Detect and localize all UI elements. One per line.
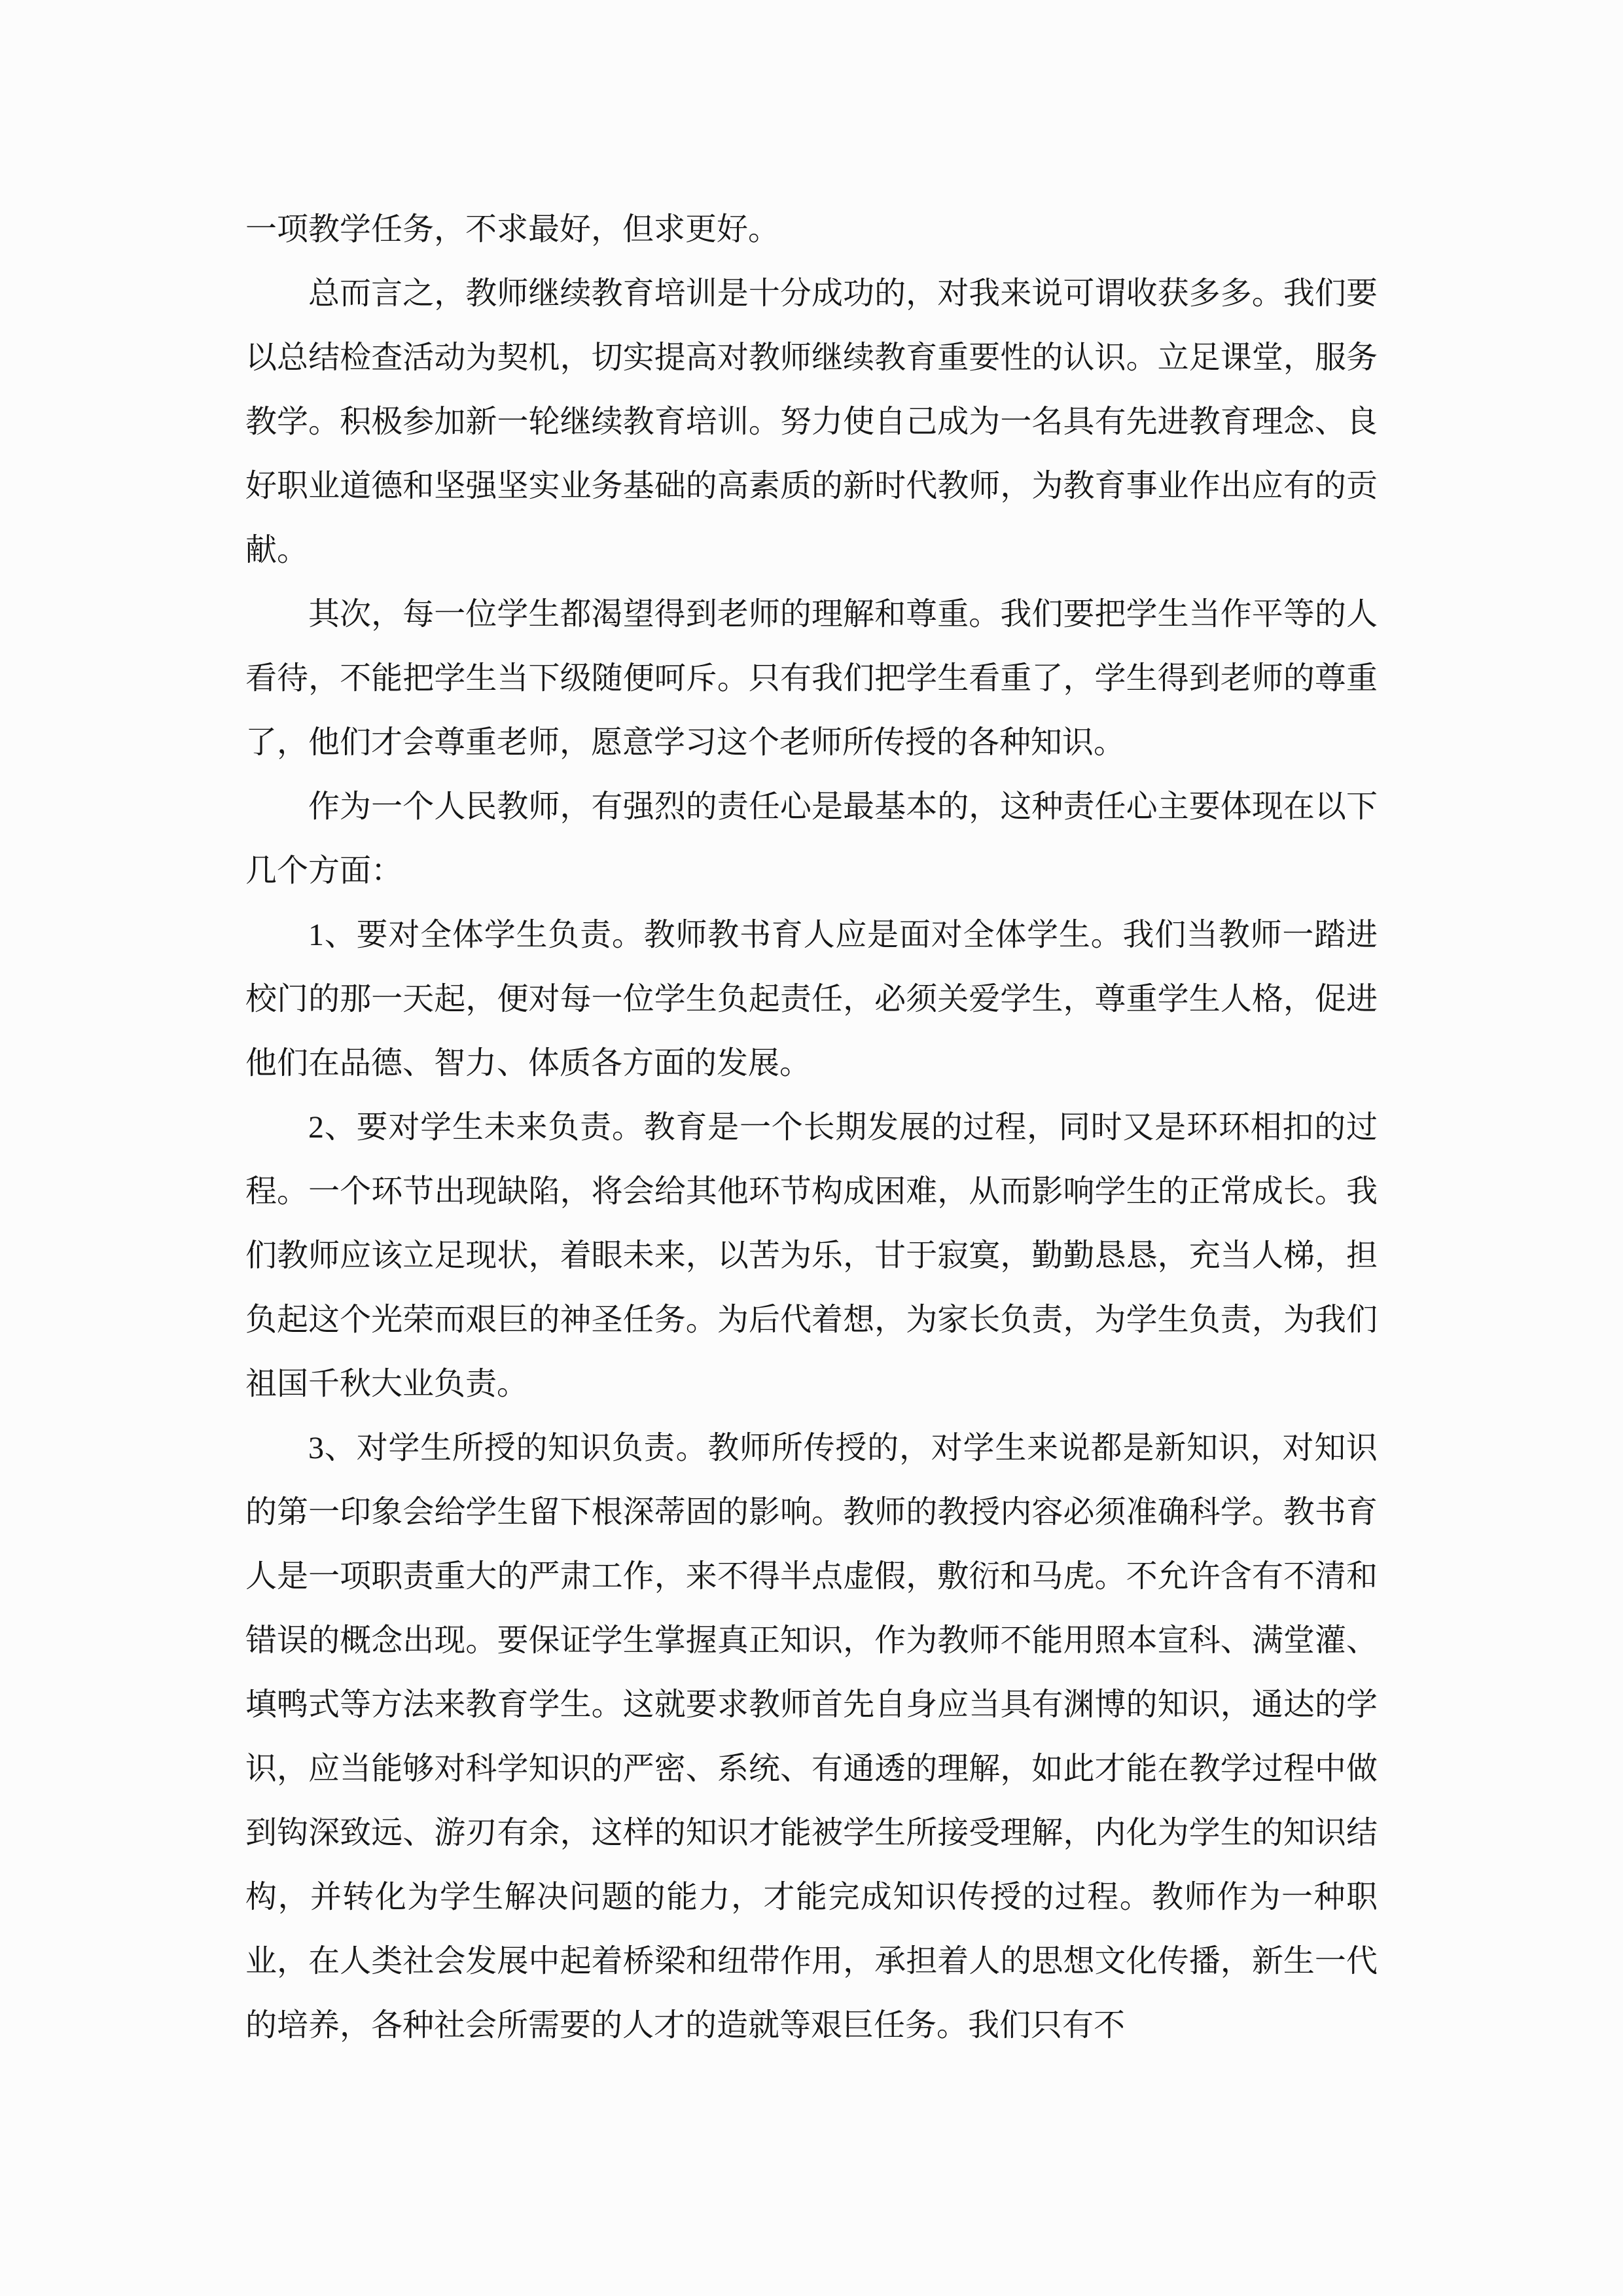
- paragraph: 3、对学生所授的知识负责。教师所传授的，对学生来说都是新知识，对知识的第一印象会给学生留下根深蒂固的影响。教师的教授内容必须准确科学。教书育人是一项职责重大的严肃工作，来不得半点虚假，敷衍和马虎。不允许含有不清和错误的概念出现。要保证学生掌握真正知识，作为教师不能用照本宣科、满堂灌、填鸭式等方法来教育学生。这就要求教师首先自身应当具有渊博的知识，通达的学识，应当能够对科学知识的严密、系统、有通透的理解，如此才能在教学过程中做到钩深致远、游刃有余，这样的知识才能被学生所接受理解，内化为学生的知识结构，并转化为学生解决问题的能力，才能完成知识传授的过程。教师作为一种职业，在人类社会发展中起着桥梁和纽带作用，承担着人的思想文化传播，新生一代的培养，各种社会所需要的人才的造就等艰巨任务。我们只有不: [245, 1431, 1378, 2043]
- paragraph: 1、要对全体学生负责。教师教书育人应是面对全体学生。我们当教师一踏进校门的那一天起，便对每一位学生负起责任，必须关爱学生，尊重学生人格，促进他们在品德、智力、体质各方面的发展。: [245, 918, 1378, 1081]
- paragraph: 总而言之，教师继续教育培训是十分成功的，对我来说可谓收获多多。我们要以总结检查活动为契机，切实提高对教师继续教育重要性的认识。立足课堂，服务教学。积极参加新一轮继续教育培训。努力使自己成为一名具有先进教育理念、良好职业道德和坚强坚实业务基础的高素质的新时代教师，为教育事业作出应有的贡献。: [245, 276, 1378, 567]
- paragraph: 2、要对学生未来负责。教育是一个长期发展的过程，同时又是环环相扣的过程。一个环节出现缺陷，将会给其他环节构成困难，从而影响学生的正常成长。我们教师应该立足现状，着眼未来，以苦为乐，甘于寂寞，勤勤恳恳，充当人梯，担负起这个光荣而艰巨的神圣任务。为后代着想，为家长负责，为学生负责，为我们祖国千秋大业负责。: [245, 1110, 1378, 1401]
- paragraph: 作为一个人民教师，有强烈的责任心是最基本的，这种责任心主要体现在以下几个方面：: [245, 789, 1378, 888]
- paragraph: 其次，每一位学生都渴望得到老师的理解和尊重。我们要把学生当作平等的人看待，不能把学生当下级随便呵斥。只有我们把学生看重了，学生得到老师的尊重了，他们才会尊重老师，愿意学习这个老师所传授的各种知识。: [245, 597, 1378, 760]
- paragraph: 一项教学任务，不求最好，但求更好。: [245, 212, 780, 247]
- document-body: [245, 198, 1378, 2058]
